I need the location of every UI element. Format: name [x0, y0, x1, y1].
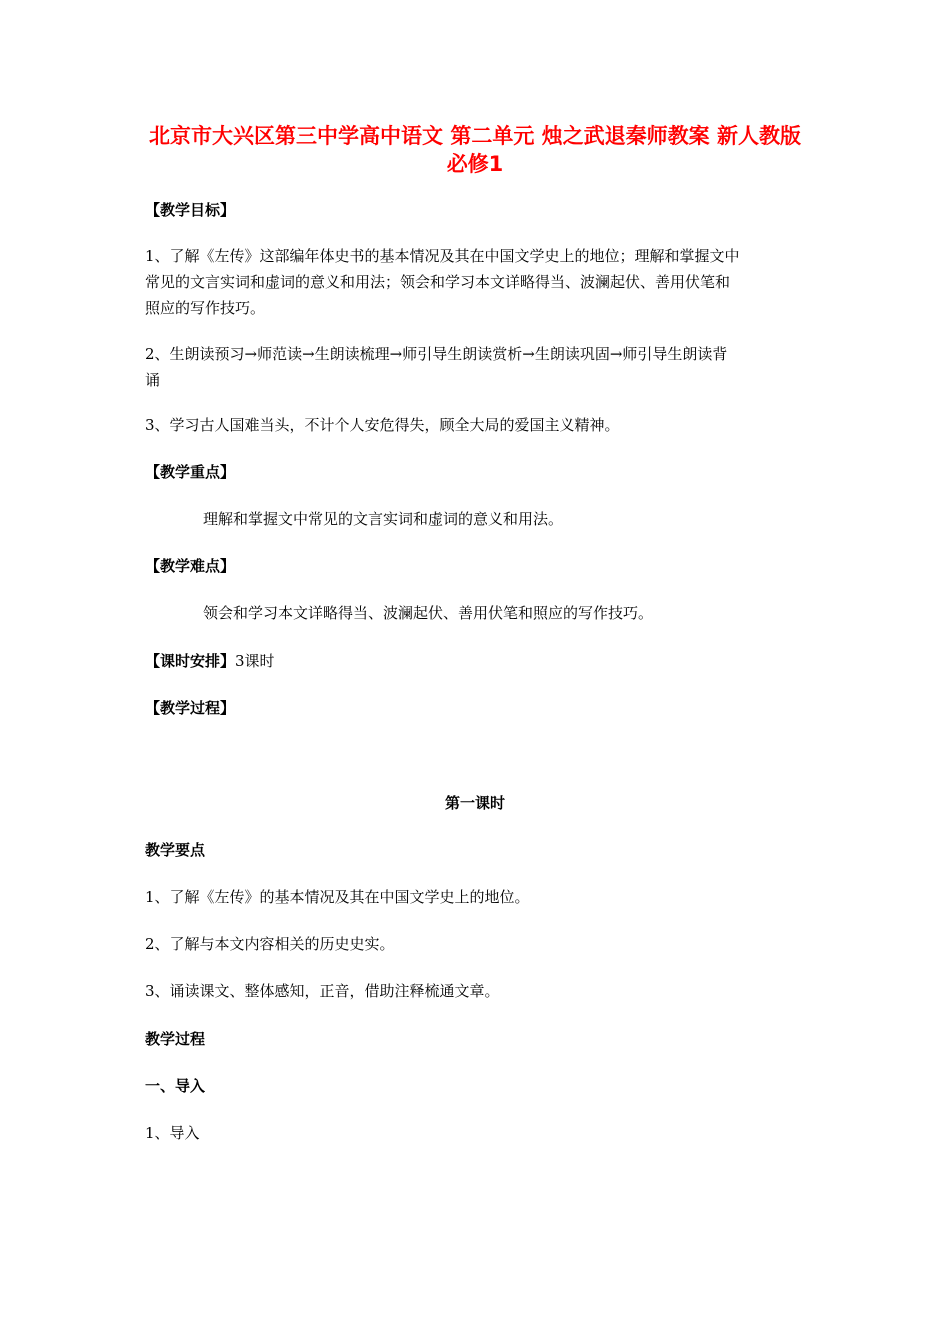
section-1-item-1: 1、导入 [145, 1124, 200, 1142]
lesson-title: 第一课时 [444, 794, 505, 812]
lesson-point-3: 3、诵读课文、整体感知，正音，借助注释梳通文章。 [145, 982, 500, 1000]
objective-1-line-1: 1、了解《左传》这部编年体史书的基本情况及其在中国文学史上的地位；理解和掌握文中 [145, 247, 740, 265]
objective-3: 3、学习古人国难当头，不计个人安危得失，顾全大局的爱国主义精神。 [145, 416, 620, 434]
objectives-heading: 【教学目标】 [145, 201, 236, 219]
difficulties-text: 领会和学习本文详略得当、波澜起伏、善用伏笔和照应的写作技巧。 [203, 604, 654, 622]
process-heading: 【教学过程】 [145, 699, 236, 717]
objective-2 [145, 341, 810, 393]
schedule-line [145, 649, 810, 673]
objective-1 [145, 243, 810, 321]
lesson-process-heading: 教学过程 [145, 1030, 206, 1048]
key-points-text: 理解和掌握文中常见的文言实词和虚词的意义和用法。 [203, 510, 564, 528]
difficulties-heading: 【教学难点】 [145, 557, 236, 575]
lesson-point-1: 1、了解《左传》的基本情况及其在中国文学史上的地位。 [145, 888, 530, 906]
objective-2-line-2: 诵 [145, 371, 161, 389]
objective-1-line-2: 常见的文言实词和虚词的意义和用法；领会和学习本文详略得当、波澜起伏、善用伏笔和 [145, 273, 731, 291]
key-points-heading: 【教学重点】 [145, 463, 236, 481]
lesson-points-heading: 教学要点 [145, 841, 206, 859]
schedule-value: 3课时 [235, 652, 275, 670]
section-1-heading: 一、导入 [145, 1077, 206, 1095]
document-title-line-1: 北京市大兴区第三中学高中语文 第二单元 烛之武退秦师教案 新人教版必修1 [149, 124, 801, 176]
lesson-point-2: 2、了解与本文内容相关的历史史实。 [145, 935, 395, 953]
document-title [140, 122, 810, 178]
schedule-heading: 【课时安排】 [145, 652, 236, 670]
objective-1-line-3: 照应的写作技巧。 [145, 299, 266, 317]
objective-2-line-1: 2、生朗读预习→师范读→生朗读梳理→师引导生朗读赏析→生朗读巩固→师引导生朗读背 [145, 345, 728, 363]
